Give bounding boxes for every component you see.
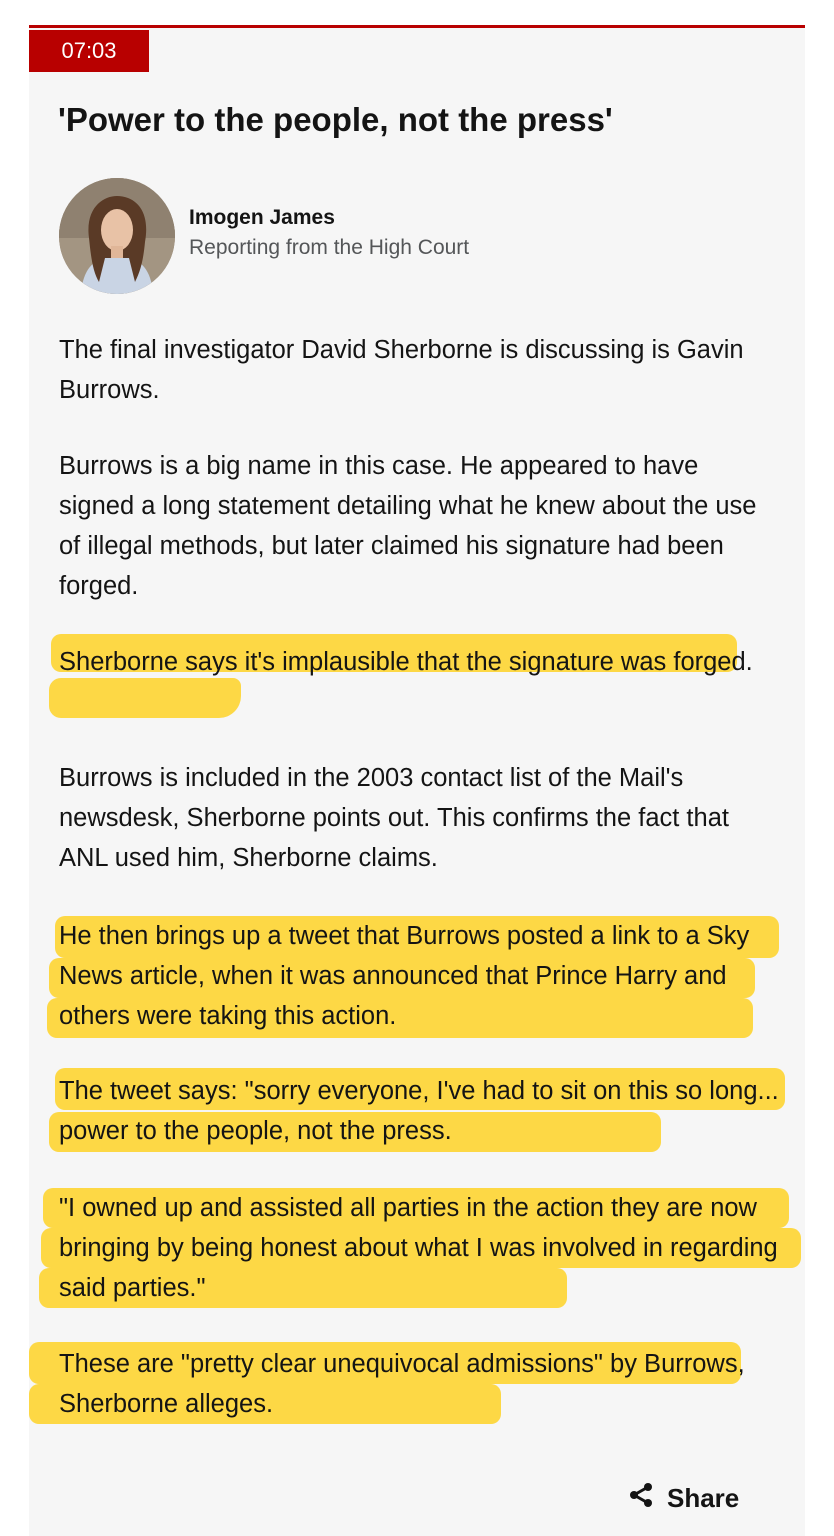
author-avatar xyxy=(59,178,175,294)
live-post-card xyxy=(29,25,805,1536)
share-button[interactable] xyxy=(627,1481,739,1516)
body-paragraph: The final investigator David Sherborne is discussing is Gavin Burrows. xyxy=(59,336,744,404)
body-paragraph: "I owned up and assisted all parties in the action they are now bringing by being honest about what I was involved in regarding said parties." xyxy=(59,1194,778,1302)
author-role: Reporting from the High Court xyxy=(189,236,470,259)
share-label: Share xyxy=(667,1483,740,1513)
body-paragraph: The tweet says: "sorry everyone, I've had to sit on this so long... power to the people, not the press. xyxy=(59,1077,779,1145)
body-paragraph: Burrows is included in the 2003 contact list of the Mail's newsdesk, Sherborne points out. This confirms the fact that ANL used him, Sherborne claims. xyxy=(59,764,729,872)
body-paragraph: Sherborne says it's implausible that the signature was forged. xyxy=(59,648,753,676)
author-name: Imogen James xyxy=(189,206,335,229)
timestamp-badge: 07:03 xyxy=(29,30,149,72)
body-paragraph: Burrows is a big name in this case. He appeared to have signed a long statement detailing what he knew about the use of illegal methods, but later claimed his signature had been forged. xyxy=(59,452,757,600)
highlight-mark xyxy=(49,678,241,718)
share-icon xyxy=(627,1481,655,1516)
body-paragraph: He then brings up a tweet that Burrows posted a link to a Sky News article, when it was announced that Prince Harry and others were taking this action. xyxy=(59,922,750,1030)
body-paragraph: These are "pretty clear unequivocal admissions" by Burrows, Sherborne alleges. xyxy=(59,1350,745,1418)
post-headline: 'Power to the people, not the press' xyxy=(58,101,613,138)
